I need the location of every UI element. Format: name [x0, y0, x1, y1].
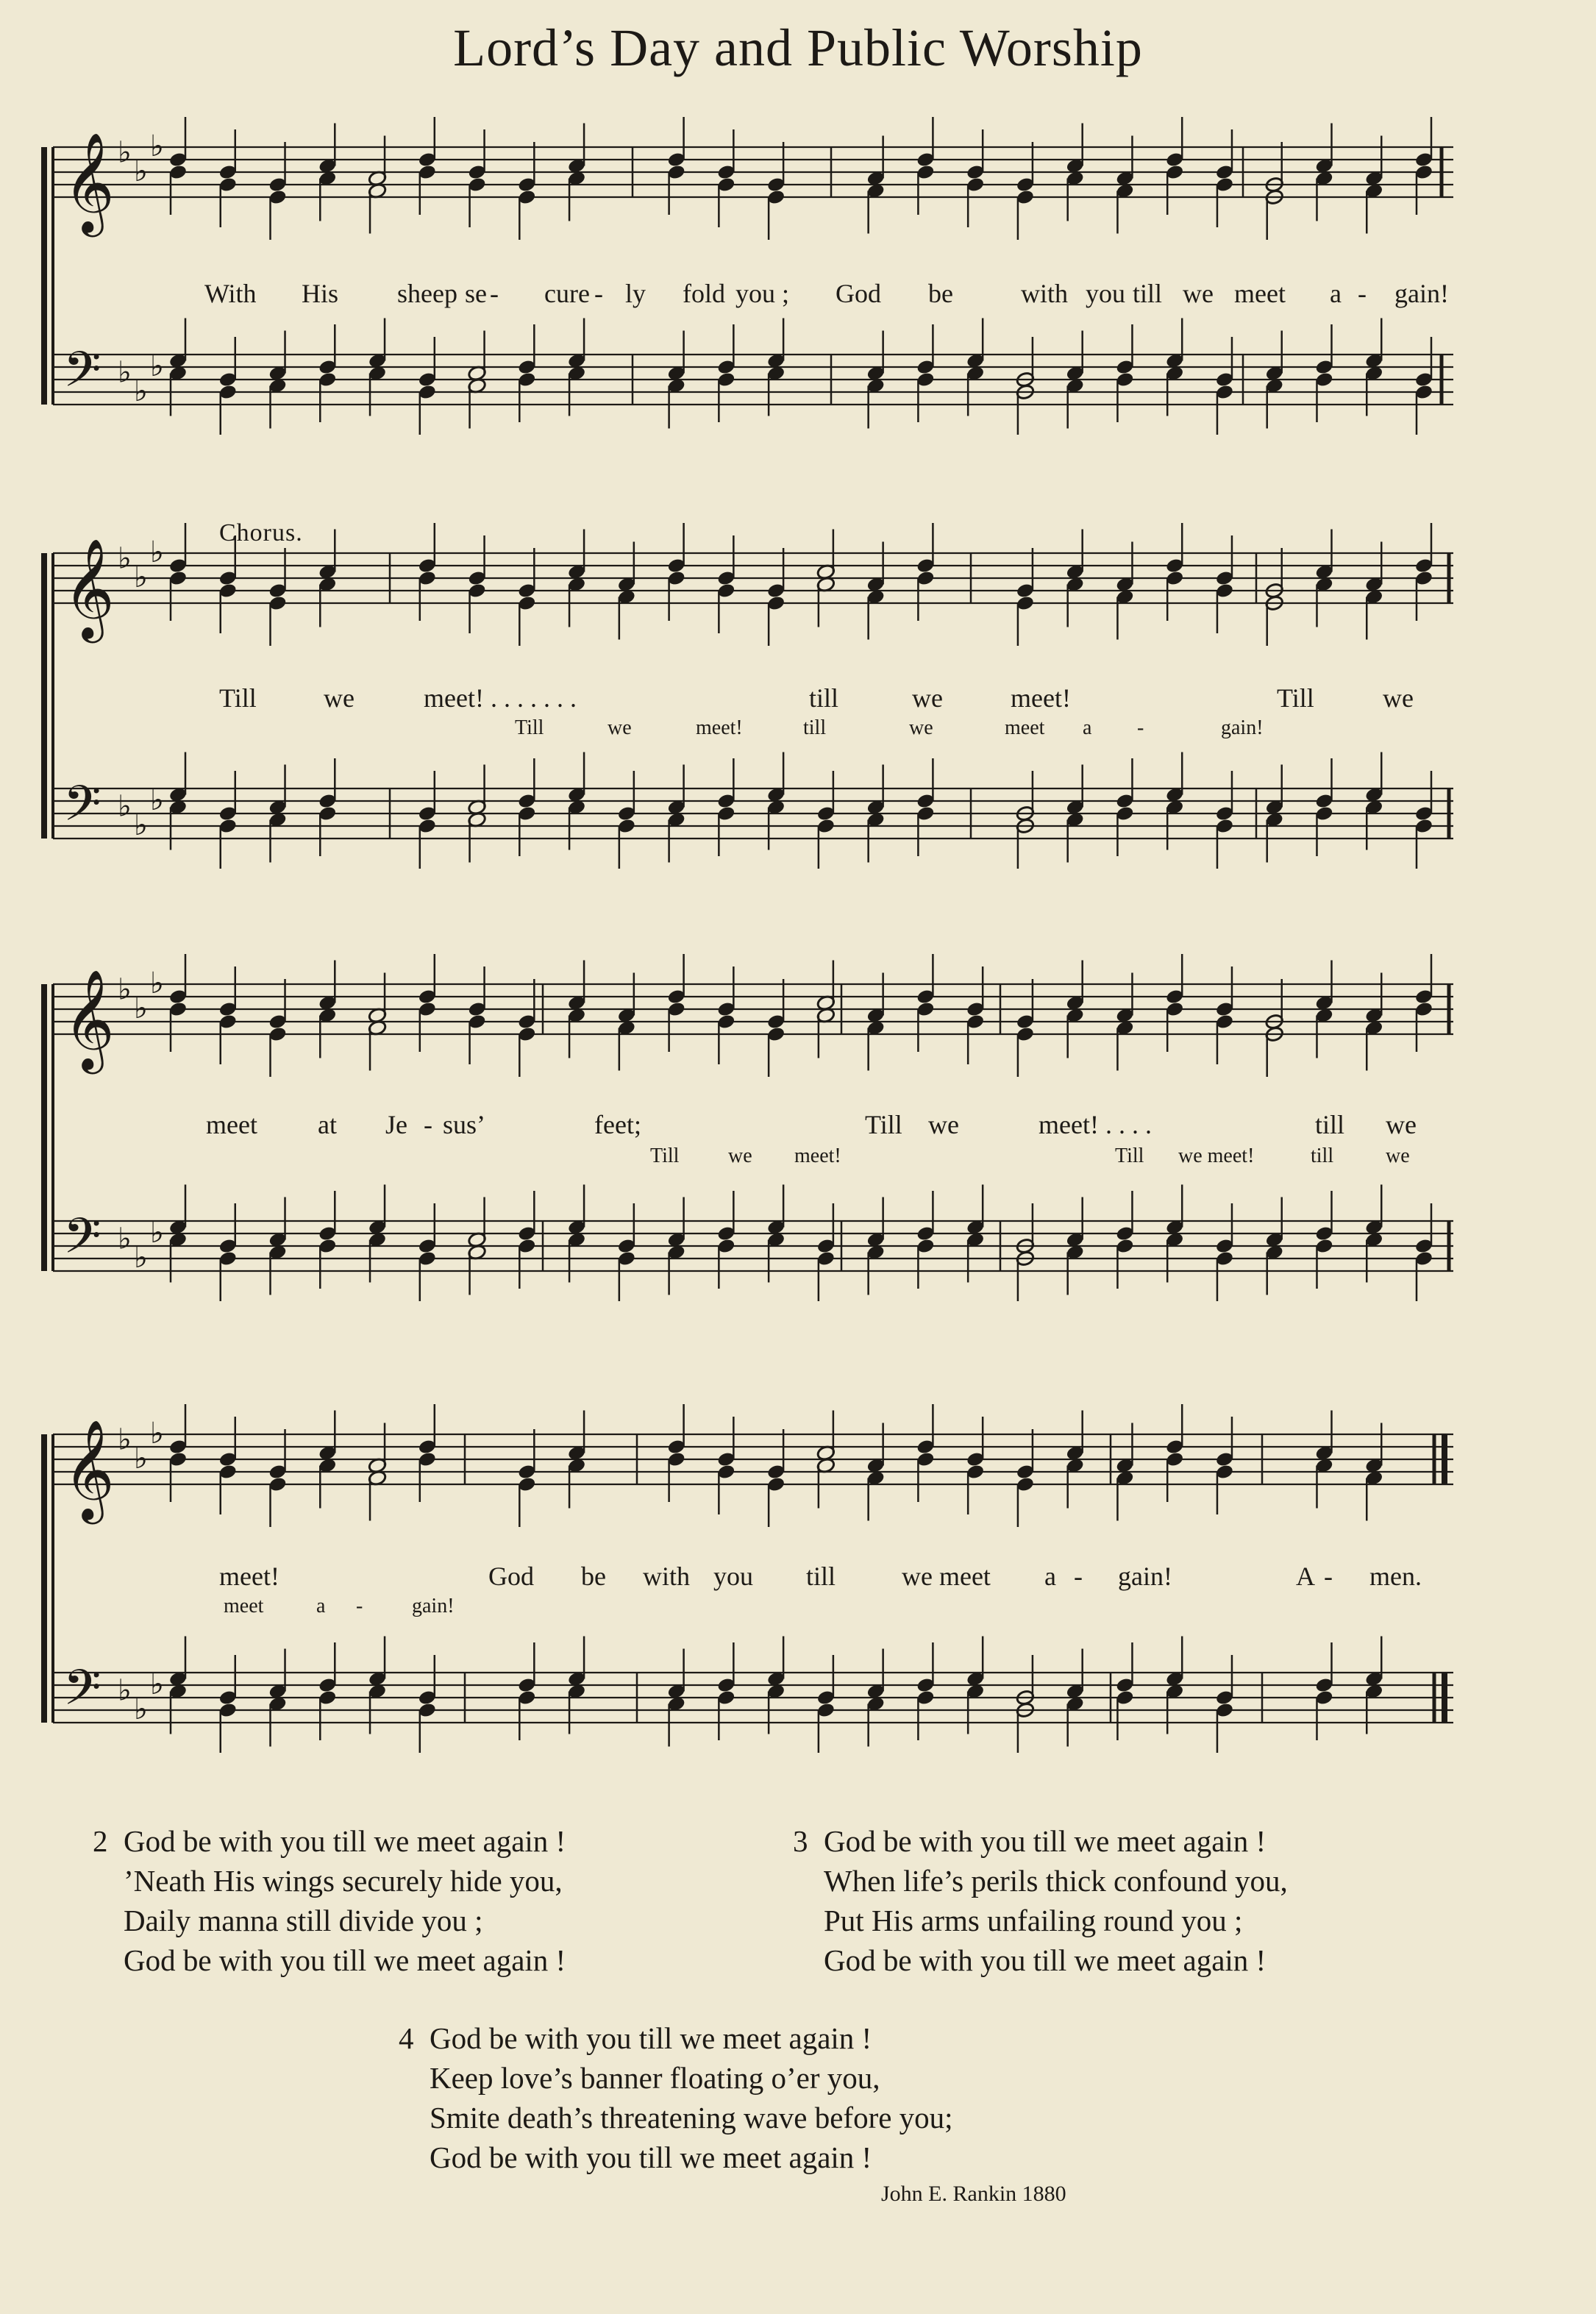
lyric-syllable-alt: meet! [696, 716, 743, 739]
verse-3 [793, 1821, 1288, 1980]
verse-line: ’Neath His wings securely hide you, [124, 1864, 563, 1898]
verse-line: Put His arms unfailing round you ; [824, 1904, 1243, 1937]
lyric-syllable: feet; [594, 1110, 641, 1139]
lyric-syllable: - [594, 279, 603, 308]
lyric-syllable-alt: gain! [412, 1595, 455, 1617]
lyric-syllable: ly [625, 279, 646, 308]
flat-icon: ♭ [134, 1442, 148, 1475]
lyric-syllable: at [318, 1110, 337, 1139]
flat-icon: ♭ [118, 541, 132, 576]
lyric-syllable: we [1183, 279, 1214, 308]
verse-line: God be with you till we meet again ! [430, 2140, 872, 2174]
flat-icon: ♭ [134, 808, 148, 842]
lyric-syllable: meet [1234, 279, 1286, 308]
lyric-syllable: till [1315, 1110, 1345, 1139]
lyric-syllable: men. [1369, 1562, 1422, 1591]
lyric-syllable: Till [1277, 683, 1314, 713]
lyric-syllable: sheep [397, 279, 457, 308]
lyric-syllable: till [1133, 279, 1163, 308]
lyric-syllable-alt: we [909, 716, 933, 739]
flat-icon: ♭ [118, 135, 132, 170]
verse-line: God be with you till we meet again ! [824, 1943, 1267, 1977]
flat-icon: ♭ [134, 1692, 148, 1726]
verse-line: Daily manna still divide you ; [124, 1904, 483, 1937]
lyric-syllable-alt: a [316, 1595, 326, 1617]
verse-4 [399, 2018, 953, 2177]
lyric-syllable: fold [683, 279, 725, 308]
lyric-syllable: With [204, 279, 257, 308]
lyric-syllable: till [809, 683, 839, 713]
lyric-syllable: cure [544, 279, 590, 308]
verse-number: 3 [793, 1824, 808, 1858]
lyric-syllable: we meet [902, 1562, 991, 1591]
flat-icon: ♭ [134, 1241, 148, 1275]
flat-icon: ♭ [150, 535, 164, 569]
lyric-syllable: meet! [1011, 683, 1071, 713]
flat-icon: ♭ [150, 349, 164, 383]
lyric-syllable-alt: - [356, 1595, 363, 1617]
lyric-syllable-alt: we [1386, 1144, 1410, 1167]
lyric-syllable-alt: till [1311, 1144, 1334, 1167]
verse-line: When life’s perils thick confound you, [824, 1864, 1288, 1898]
flat-icon: ♭ [134, 154, 148, 188]
lyric-syllable: you ; [735, 279, 790, 308]
treble-clef-icon: 𝄞 [63, 537, 115, 638]
lyric-syllable: - [1324, 1562, 1333, 1591]
lyric-syllable: Je [385, 1110, 407, 1139]
lyric-syllable: Till [219, 683, 257, 713]
flat-icon: ♭ [134, 992, 148, 1025]
flat-icon: ♭ [134, 374, 148, 408]
verse-2 [93, 1821, 566, 1980]
flat-icon: ♭ [150, 1417, 164, 1450]
lyric-syllable: we [1386, 1110, 1417, 1139]
page-title: Lord’s Day and Public Worship [453, 18, 1143, 77]
verse-line: God be with you till we meet again ! [124, 1824, 566, 1858]
lyric-syllable-alt: gain! [1221, 716, 1264, 739]
bass-clef-icon: 𝄢 [63, 341, 101, 410]
flat-icon: ♭ [150, 783, 164, 817]
verse-line: God be with you till we meet again ! [430, 2021, 872, 2055]
bass-clef-icon: 𝄢 [63, 1208, 101, 1276]
lyric-syllable: meet [206, 1110, 257, 1139]
flat-icon: ♭ [150, 1667, 164, 1701]
verse-line: Keep love’s banner floating o’er you, [430, 2061, 880, 2095]
lyric-syllable-alt: we [608, 716, 632, 739]
treble-clef-icon: 𝄞 [63, 968, 115, 1069]
verse-line: Smite death’s threatening wave before you; [430, 2101, 953, 2135]
lyric-syllable-alt: a [1083, 716, 1092, 739]
flat-icon: ♭ [118, 1423, 132, 1457]
lyric-syllable: God [488, 1562, 534, 1591]
lyric-syllable: be [581, 1562, 606, 1591]
flat-icon: ♭ [118, 1673, 132, 1708]
flat-icon: ♭ [150, 966, 164, 1000]
lyric-syllable: a [1330, 279, 1342, 308]
treble-clef-icon: 𝄞 [63, 1418, 115, 1520]
flat-icon: ♭ [150, 129, 164, 163]
verse-line: God be with you till we meet again ! [824, 1824, 1267, 1858]
lyric-syllable-alt: we [728, 1144, 752, 1167]
flat-icon: ♭ [118, 1222, 132, 1256]
lyric-syllable-alt: till [803, 716, 827, 739]
lyric-syllable: His [302, 279, 339, 308]
lyric-syllable-alt: Till [515, 716, 544, 739]
flat-icon: ♭ [134, 560, 148, 594]
lyric-syllable: meet! . . . . . . . [424, 683, 577, 713]
lyric-syllable: - [1074, 1562, 1083, 1591]
lyric-syllable: se [465, 279, 487, 308]
lyric-syllable-alt: Till [1115, 1144, 1144, 1167]
lyric-syllable: - [424, 1110, 432, 1139]
bass-clef-icon: 𝄢 [63, 775, 101, 844]
lyric-syllable: A [1296, 1562, 1315, 1591]
chorus-label: Chorus. [219, 519, 303, 547]
lyric-syllable: meet! [219, 1562, 279, 1591]
flat-icon: ♭ [118, 355, 132, 390]
flat-icon: ♭ [118, 789, 132, 824]
author-credit: John E. Rankin 1880 [881, 2182, 1066, 2206]
lyric-syllable: meet! . . . . [1039, 1110, 1152, 1139]
flat-icon: ♭ [118, 972, 132, 1007]
lyric-syllable: we [324, 683, 355, 713]
verse-number: 2 [93, 1824, 108, 1858]
lyric-syllable-alt: we meet! [1178, 1144, 1255, 1167]
lyric-syllable: Till [865, 1110, 902, 1139]
lyric-syllable: - [1358, 279, 1367, 308]
verse-number: 4 [399, 2021, 414, 2055]
lyric-syllable: with [1021, 279, 1069, 308]
lyric-syllable: sus’ [443, 1110, 486, 1139]
lyric-syllable: God [836, 279, 881, 308]
lyric-syllable: till [806, 1562, 836, 1591]
lyric-syllable-alt: meet [224, 1595, 264, 1617]
lyric-syllable: - [490, 279, 499, 308]
lyric-syllable-alt: meet [1005, 716, 1045, 739]
bass-clef-icon: 𝄢 [63, 1659, 101, 1728]
lyric-syllable: gain! [1394, 279, 1449, 308]
lyric-syllable: a [1044, 1562, 1056, 1591]
lyric-syllable: with [643, 1562, 691, 1591]
treble-clef-icon: 𝄞 [63, 131, 115, 232]
verse-line: God be with you till we meet again ! [124, 1943, 566, 1977]
flat-icon: ♭ [150, 1216, 164, 1250]
lyric-syllable: you [713, 1562, 753, 1591]
lyric-syllable: we [912, 683, 943, 713]
lyric-syllable: you [1086, 279, 1125, 308]
lyric-syllable-alt: meet! [794, 1144, 841, 1167]
lyric-syllable-alt: - [1137, 716, 1144, 739]
lyric-syllable: gain! [1118, 1562, 1172, 1591]
lyric-syllable: be [928, 279, 953, 308]
lyric-syllable: we [928, 1110, 959, 1139]
lyric-syllable: we [1383, 683, 1414, 713]
lyric-syllable-alt: Till [650, 1144, 680, 1167]
